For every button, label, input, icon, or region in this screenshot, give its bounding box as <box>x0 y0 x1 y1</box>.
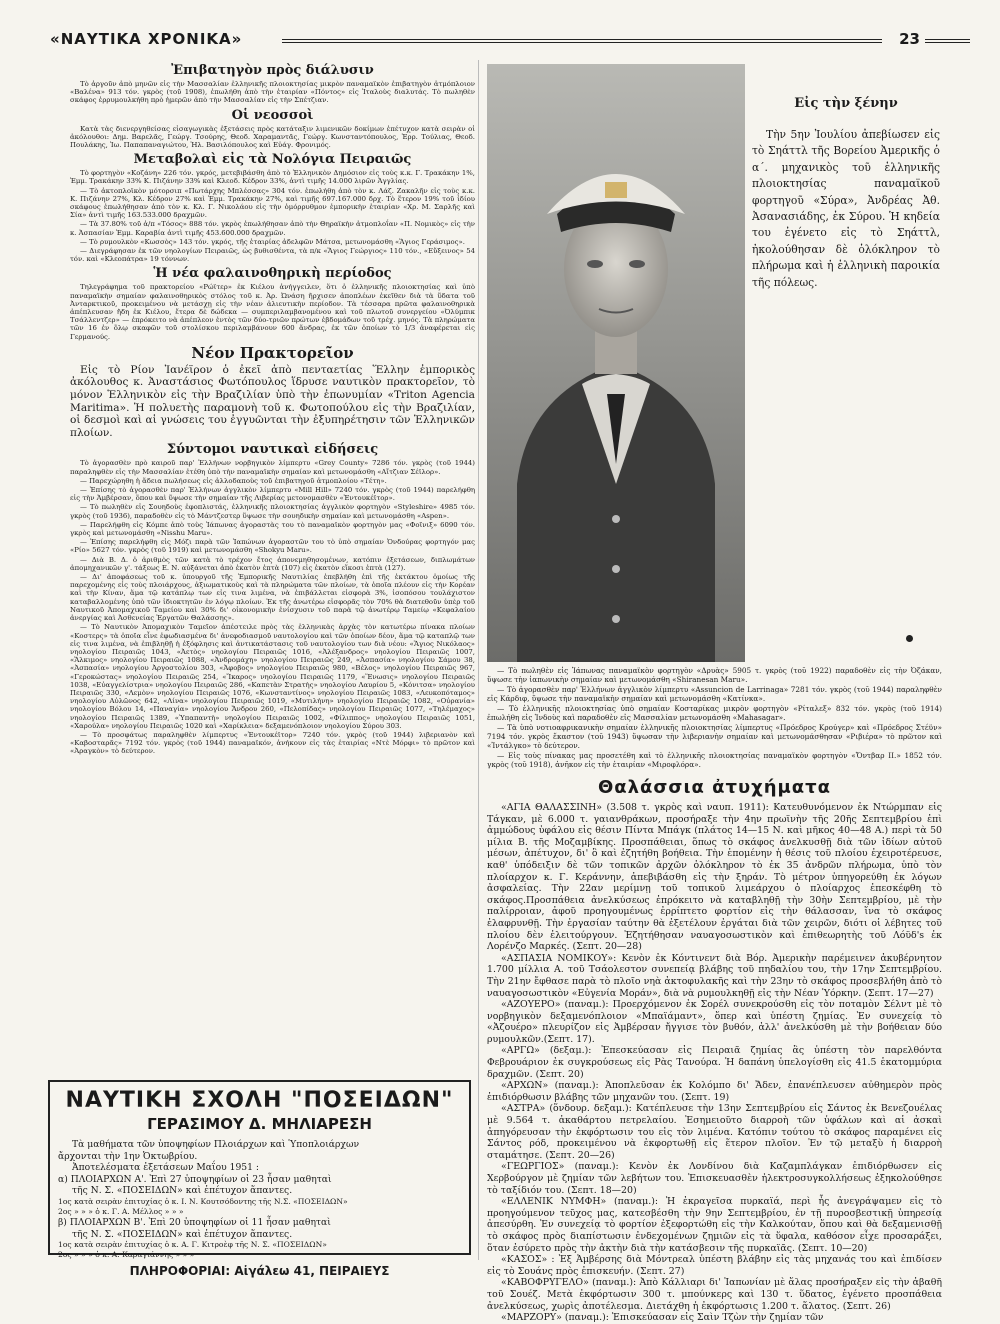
ad-line: ἄρχονται τὴν 1ην Ὀκτωβρίου. <box>58 1150 198 1162</box>
ad-line: 1ος κατὰ σειρὰν ἐπιτυχίας ὁ κ. Α. Γ. Κιτροὲφ τῆς Ν. Σ. «ΠΟΣΕΙΔΩΝ» <box>58 1240 327 1250</box>
section-paragraph: — Τὸ ρυμουλκὸν «Κωσσὸς» 143 τόν. γκρός, τῆς ἑταιρίας ἀδελφῶν Μάτσα, μετωνομάσθη «Ἅγιος Γεράσιμος». <box>80 237 465 246</box>
left-column <box>70 60 475 1072</box>
ad-line: τῆς Ν. Σ. «ΠΟΣΕΙΔΩΝ» καὶ ἐπέτυχον ἅπαντες. <box>72 1228 293 1240</box>
section-paragraph: Τηλεγράφημα τοῦ πρακτορείου «Ρώϊτερ» ἐκ Κιέλου ἀνήγγειλεν, ὅτι ὁ ἑλληνικῆς πλοιοκτησίας καὶ ὑπὸ παναμαϊκὴν σημαίαν φαλαινοθηρικὸς στόλος τοῦ κ. Ἀρ. Ὠνάση ἤρχισεν ἀποπλέων ἐκεῖθεν διὰ τὰ ὕδατα τοῦ Ἀνταρκτικοῦ, προκειμένου νὰ μετάσχῃ εἰς τὴν νέαν ἁλιευτικὴν περίοδον. Τὰ τέσσαρα πρῶτα φαλαινοθηρικὰ ἀπέπλευσαν ἤδη ἐκ Κιέλου, ἕτερα δὲ δώδεκα — συμπεριλαμβανομένου καὶ τοῦ πλωτοῦ συνεργείου «Ὀλύμπικ Τσάλλεντζερ» — ἐπρόκειτο νὰ ἀπέπλεον ἐντὸς τῶν δύο-τριῶν πρώτων ἑβδομάδων τοῦ τρέχ. μηνός. Τὰ πληρώματα τῶν 16 ἐν ὅλῳ σκαφῶν τοῦ στολίσκου περιλαμβάνουν 600 ἄνδρας, ἐκ τῶν ὁποίων τὸ 1/3 ἀναφέρεται εἰς Γερμανούς. <box>70 283 475 341</box>
publication-title: «ΝΑΥΤΙΚΑ ΧΡΟΝΙΚΑ» <box>50 30 243 48</box>
ad-line: α) ΠΛΟΙΑΡΧΩΝ Α'. Ἐπὶ 27 ὑποψηφίων οἱ 23 ἦσαν μαθηταὶ <box>58 1173 332 1185</box>
section-title: Σύντομοι ναυτικαὶ εἰδήσεις <box>166 442 379 458</box>
accident-item: «ΑΡΧΩΝ» (παναμ.): Ἀποπλεῦσαν ἐκ Κολόμπο δι' Ἄδεν, ἐπανέπλευσεν αὐθημερὸν πρὸς ἐπιδιόρθωσιν βλάβης τῶν μηχανῶν του. (Σεπτ. 19) <box>487 1080 942 1103</box>
header-rule-left <box>282 39 882 43</box>
ad-line: 2ος » » » ὁ κ. Γ. Α. Μέλλος » » » <box>58 1206 184 1216</box>
portrait-photo <box>487 64 745 662</box>
ad-subtitle: ΓΕΡΑΣΙΜΟΥ Δ. ΜΗΛΙΑΡΕΣΗ <box>147 1115 372 1133</box>
accidents-list <box>487 802 942 1324</box>
section-title: Νέον Πρακτορεῖον <box>191 343 354 362</box>
news-paragraph: — Τὸ ἀγορασθὲν παρ' Ἑλλήνων ἀγγλικὸν λίμπερτυ «Assuncion de Larrinaga» 7281 τόν. γκρὸς (τοῦ 1944) παραληφθὲν εἰς Κάρδιφ, ὕψωσε τὴν παναμαϊκὴν σημαίαν καὶ μετωνομάσθη «Κατίνκα». <box>487 685 942 703</box>
accident-item: «ΓΕΩΡΓΙΟΣ» (παναμ.): Κενὸν ἐκ Λονδίνου διὰ Καζαμπλάγκαν ἐπιδιόρθωσεν εἰς Χερβούργον μὲ ζημίαν τῶν λεβήτων του. Ἐπισκευασθὲν ἠλεκτροσυγκολλήσεως ἐξηκολούθησε τὸ ταξίδιόν του. (Σεπτ. 18—20) <box>487 1161 942 1196</box>
section-paragraph: Τὸ φορτηγὸν «Κοζάνη» 226 τόν. γκρός, μετεβιβάσθη ἀπὸ τὸ Ἑλληνικὸν Δημόσιον εἰς τοὺς κ.κ. Γ. Τρακάκην 1%, Ἐμμ. Τρακάκην 33% Κ. Πιζάνην 33% καὶ Κλεοδ. Κέδρον 33%, ἀντὶ τιμῆς 14.000 λιρῶν Ἀγγλίας. <box>70 169 475 186</box>
section-paragraph: — Τὸ ἀκτοπλοϊκὸν μότορσιπ «Πωτάρχης Μπλέσσας» 304 τόν. ἐπωλήθη ἀπὸ τὸν κ. Λάζ. Ζακαλῆν εἰς τοὺς κ.κ. Κ. Πιζάνην 27%, Κλ. Κέδρον 27% καὶ Ἐμμ. Τρακάκην 27%, καὶ τιμῆς 697.167.000 δρχ. Τὸ ἕτερον 19% τοῦ ἰδίου σκάφους ἐπωλήθησαν ἀπὸ τὸν κ. Κλ. Γ. Νικολάου εἰς τὴν ὁμόρρυθμον ἐμπορικὴν ἑταιρίαν «Χρ. Μ. Σαρλῆς καὶ Σία» ἀντὶ τιμῆς 163.533.000 δραχμῶν. <box>70 186 475 220</box>
accident-item: «ΚΑΣΟΣ» : Ἐξ Ἀμβέρσης διὰ Μόντρεαλ ὑπέστη βλάβην εἰς τὰς μηχανάς του καὶ ἐπιδίσεν εἰς τὸ Σουάνς πρὸς ἐπισκευήν. (Σεπτ. 27) <box>487 1254 942 1277</box>
section-paragraph: — Παρεχώρηθη ἡ ἄδεια πωλήσεως εἰς ἀλλοδαποὺς τοῦ ἐπιβατηγοῦ ἀτμοπλοίου «Τέτη». <box>80 476 387 485</box>
section-paragraph: — Παρελήφθη εἰς Κόμπε ἀπὸ τοὺς Ἰάπωνας ἀγοραστὰς του τὸ παναμαϊκὸν φορτηγὸν μας «Φοῖνιξ» 6090 τόν. γκρὸς καὶ μετωνομάσθη «Nisshu Maru». <box>70 520 475 538</box>
ad-footer: ΠΛΗΡΟΦΟΡΙΑΙ: Αἰγάλεω 41, ΠΕΙΡΑΙΕΥΣ <box>129 1264 390 1279</box>
news-paragraph: — Τὸ ἑλληνικῆς πλοιοκτησίας ὑπὸ σημαίαν Κοσταρίκας μικρὸν φορτηγὸν «Ρίταλεξ» 832 τόν. γκρὸς (τοῦ 1914) ἐπωλήθη εἰς Ἰνδοὺς καὶ παραδοθὲν εἰς Μασσαλίαν μετωνομάσθη «Mahasagar». <box>487 704 942 722</box>
accident-item: «ΑΣΤΡΑ» (ὅνδουρ. δεξαμ.): Κατέπλευσε τὴν 13ην Σεπτεμβρίου εἰς Σάντος ἐκ Βενεζουέλας μὲ 9.564 τ. ἀκαθάρτου πετρελαίου. Ἐσημειοῦτο διαρροὴ τῶν ὑφάλων καὶ αἱ ἀσκαὶ ἀπηγόρευσαν τὴν ἐκφόρτωσιν του εἰς τὸν λιμένα. Κατόπιν τούτου τὸ σκάφος παραμένει εἰς Σάντος ρόδ, προκειμένου νὰ ἐκφορτωθῇ εἰς ἕτερον πλοῖον. Ἐν τῷ μεταξὺ ἡ διαρροὴ σταμάτησε. (Σεπτ. 20—26) <box>487 1103 942 1161</box>
section-paragraph: — Τὸ προσφάτως παραληφθὲν λίμπερτυς «Ἐντουκέϊτορ» 7240 τόν. γκρὸς (τοῦ 1944) λιβεριανὸν καὶ «Καβοσταρᾶς» 7192 τόν. γκρὸς (τοῦ 1944) παναμαϊκόν, ἀνήκουν εἰς τὰς ἑταιρίας «Ντὲ Μόρφι» τὸ πρῶτον καὶ «Ἀραγκὸν» τὸ δεύτερον. <box>70 730 475 756</box>
section-title: Ἐπιβατηγὸν πρὸς διάλυσιν <box>171 63 374 78</box>
accidents-title: Θαλάσσια ἀτυχήματα <box>597 777 831 798</box>
section-title: Μεταβολαὶ εἰς τὰ Νολόγια Πειραιῶς <box>133 152 412 168</box>
accident-item: «ΜΑΡΖΟΡΥ» (παναμ.): Ἐπισκεύασαν εἰς Σαὶν Τζὼν τὴν ζημίαν τῶν <box>501 1312 824 1324</box>
section-paragraph: Κατὰ τὰς διενεργηθείσας εἰσαγωγικὰς ἐξετάσεις πρὸς κατάταξιν λιμενικῶν δοκίμων ἐπέτυχον κατὰ σειρὰν οἱ ἀκόλουθοι: Δημ. Βαρελᾶς, Γεώργ. Τσούρης, Θεοδ. Χαραμαντᾶς, Γεώργ. Κωνσταντόπουλος, Ἑρρ. Τούλιας, Θεοδ. Πουλάκης, Ἰω. Παπαπαναγιώτου, Ἠλ. Βασιλόπουλος καὶ Εὐάγ. Φρονιμός. <box>70 124 475 150</box>
news-paragraph: — Εἰς τοὺς πίνακας μας προσετέθη καὶ τὸ ἑλληνικῆς πλοιοκτησίας παναμαϊκὸν φορτηγὸν «Ὄντβαρ ΙΙ.» 1852 τόν. γκρὸς (τοῦ 1918), ἀνῆκον εἰς τὴν ἑταιρίαν «Μιροφλόρα». <box>487 751 942 769</box>
header-rule-right <box>925 39 970 43</box>
right-lower-column <box>487 666 942 1324</box>
section-paragraph: — Διὰ Β. Δ. ὁ ἀριθμὸς τῶν κατὰ τὸ τρέχον ἔτος ἀπονεμηθησομένων, κατόπιν ἐξετάσεων, διπλωμάτων ἀπομηχανικῶν γ'. τάξεως Ε. Ν. αὐξάνεται ἀπὸ ἑκατὸν ἑπτὰ (107) εἰς ἑκατὸν εἴκοσι ἑπτὰ (127). <box>70 555 475 572</box>
accident-item: «ΑΖΟΥΕΡΟ» (παναμ.): Προερχόμενον ἐκ Σορέλ συνεκρούσθη εἰς τὸν ποταμὸν Σέλντ μὲ τὸ νορβηγικὸν δεξαμενόπλοιον «Μπαϊάμαντ», ὅπερ καὶ ὑπέστη ζημίας. Ἐν συνεχείᾳ τὸ «Ἀζουέρο» πλευρίζον εἰς Ἀμβέρσαν ἤγγισε τὸν βυθόν, ἀλλ' ἀνελκύσθη μὲ τὴν βοήθειαν δύο ρυμουλκῶν.(Σεπτ. 17). <box>487 999 942 1045</box>
section-paragraph: Εἰς τὸ Ρίον Ἰανέϊρον ὁ ἐκεῖ ἀπὸ πενταετίας Ἕλλην ἐμπορικὸς ἀκόλουθος κ. Ἀναστάσιος Φωτόπουλος ἵδρυσε ναυτικὸν πρακτορεῖον, τὸ μόνον Ἑλληνικὸν εἰς τὴν Βραζιλίαν ὑπὸ τὴν ἐπωνυμίαν «Triton Agencia Maritima». Ἡ πολυετὴς παραμονὴ τοῦ κ. Φωτοπούλου εἰς τὴν Βραζιλίαν, οἱ δεσμοὶ καὶ αἱ γνώσεις του ἐγγυῶνται τὴν ἐξυπηρέτησιν τῶν Ἑλληνικῶν πλοίων. <box>70 363 475 439</box>
section-paragraph: — Διεγράφησαν ἐκ τῶν νηολογίων Πειραιῶς, ὡς βυθισθέντα, τὰ π/κ «Ἅγιος Γεώργιος» 110 τόν., «Εὔξεινος» 54 τόν. καὶ «Κλεοπάτρα» 19 τόννων. <box>70 247 475 264</box>
section-paragraph: Τὸ ἀγορασθὲν πρὸ καιροῦ παρ' Ἑλλήνων νορβηγικὸν λίμπερτυ «Grey County» 7286 τόν. γκρὸς (τοῦ 1944) παραληφθὲν εἰς τὴν Μασσαλίαν ἐτέθη ὑπὸ τὴν παναμαϊκὴν σημαίαν καὶ μετωνομάσθη «Αἴτζιαν Σέϊλορ». <box>70 459 475 476</box>
section-paragraph: Τὸ ἀργοῦν ἀπὸ μηνῶν εἰς τὴν Μασσαλίαν ἑλληνικῆς πλοιοκτησίας μικρὸν παναμαϊκὸν ἐπιβατηγὸν ἀτμόπλοιον «Βαλένα» 913 τόν. γκρὸς (τοῦ 1908), ἐπωλήθη ἀπὸ τὴν ἑταιρίαν «Πόντος» εἰς Ἰταλοὺς διαλυτάς. Τὸ πωληθὲν σκάφος ἐρρυμουλκήθη πρὸ ἡμερῶν ἀπὸ τὴν Μασσαλίαν εἰς τὴν Σπέτζιαν. <box>70 80 475 105</box>
news-paragraph: — Τὸ πωληθὲν εἰς Ἰάπωνας παναμαϊκὸν φορτηγὸν «Δρυὰς» 5905 τ. γκρὸς (τοῦ 1922) παραδοθὲν εἰς τὴν Ὀζάκαν, ὕψωσε τὴν ἰαπωνικὴν σημαίαν καὶ μετωνομάσθη «Shiranesan Maru». <box>487 666 942 684</box>
news-paragraph: — Τὰ ὑπὸ νοτιοαφρικανικὴν σημαίαν ἑλληνικῆς πλοιοκτησίας λίμπερτυς «Πρόεδρος Κρούγερ» καὶ «Πρόεδρος Στέϋν» 7194 τόν. γκρὸς ἕκαστον (τοῦ 1943) ὕψωσαν τὴν λιβεριανὴν σημαίαν καὶ μετωνομάσθησαν «Ριβιέρα» τὸ πρῶτον καὶ «Ἰντάλγκο» τὸ δεύτερον. <box>487 723 942 750</box>
accident-item: «ΑΡΓΩ» (δεξαμ.): Ἐπεσκεύασαν εἰς Πειραιᾶ ζημίας ἃς ὑπέστη τὸν παρελθόντα Φεβρουάριον ἐκ συγκρούσεως εἰς Ρὰς Τανούρα. Ἡ δαπάνη ὑπελογίσθη εἰς 41.5 ἑκατομμύρια δραχμῶν. (Σεπτ. 20) <box>487 1045 942 1080</box>
ad-line: Ἀποτελέσματα ἐξετάσεων Μαΐου 1951 : <box>72 1162 259 1174</box>
obituary-box <box>752 64 940 662</box>
section-title: Οἱ νεοσσοὶ <box>231 107 314 123</box>
section-paragraph: — Ἐπίσης τὸ ἀγορασθὲν παρ' Ἑλλήνων ἀγγλικὸν λίμπερτυ «Mill Hill» 7240 τόν. γκρὸς (τοῦ 1944) παρελήφθη εἰς τὴν Ἀμβέρσαν, ὅπου καὶ ὕψωσε τὴν σημαίαν τῆς Λιβερίας μετονομασθὲν «Ἐντουκέϊτορ». <box>70 486 475 503</box>
ad-line: Τὰ μαθήματα τῶν ὑποψηφίων Πλοιάρχων καὶ Ὑποπλοιάρχων <box>72 1139 360 1150</box>
accident-item: «ΑΣΠΑΣΙΑ ΝΟΜΙΚΟΥ»: Κενὸν ἐκ Κόντινεντ διὰ Βόρ. Ἀμερικὴν παρέμεινεν ἀκυβέρνητον 1.700 μίλλια Α. τοῦ Τσάολεστον συνεπείᾳ βλάβης τοῦ πηδαλίου του, τὴν 17ην Σεπτεμβρίου. Τὴν 21ην ἔφθασε παρὰ τὸ πλοῖο νηὰ ἀκτοφυλακῆς καὶ τὴν 23ην τὸ σκάφος προσεβλήθη ἀπὸ τὸ ναυαγοσωστικὸν «Εὐγενία Μοράν», διὰ νὰ ρυμουλκηθῇ εἰς τὴν Νέαν Ὑόρκην. (Σεπτ. 17—27) <box>487 952 942 999</box>
accident-item: «ΕΛΛΕΝΙΚ ΝΥΜΦΗ» (παναμ.): Ἡ ἐκραγεῖσα πυρκαϊά, περὶ ἧς ἀνεγράψαμεν εἰς τὸ προηγούμενον τεῦχος μας, κατεσβέσθη τὴν 9ην Σεπτεμβρίου, ἐν τῇ πυροσβεστικῇ ὑπηρεσίᾳ ἀπεσύρθη. Ἐν συνεχείᾳ τὸ φορτίον ἐξεφορτώθη εἰς τὴν Καλκούταν, ὅπου καὶ θὰ δεξαμενισθῇ τὸ σκάφος πρὸς διαπίστωσιν ἐνδεχομένων ζημιῶν εἰς τὰ ὕφαλα, καθόσον εἶχε προσαράξει, ὅταν ἐσύρετο πρὸς τὴν ἀκτὴν διὰ τὴν κατάσβεσιν τῆς πυρκαϊᾶς. (Σεπτ. 10—20) <box>487 1196 942 1254</box>
obituary-title: Εἰς τὴν ξένην <box>794 96 898 111</box>
portrait-image <box>487 64 745 662</box>
page-header <box>50 30 970 54</box>
section-paragraph: — Δι' ἀποφάσεως τοῦ κ. ὑπουργοῦ τῆς Ἐμπορικῆς Ναυτιλίας ἐπεβλήθη ἐπὶ τῆς ἐκτάκτου ὁμοίως τῆς παρεχομένης εἰς τοὺς πλοιάρχους, ἀξιωματικοὺς καὶ τὰ πληρώματα τῶν πλοίων, τὰ ὁποῖα πλέουν εἰς τὴν Κορέαν καὶ τὴν Κίναν, ἅμα τῷ κατάπλῳ των εἰς τινα λιμένα, νὰ ἐπιβάλλεται εἰσφορὰ 3%, ἰσοπόσου τουλάχιστον καταβαλλομένης ὑπὸ τῶν ἰδιοκτητῶν ἐν λόγῳ πλοίων. Ἐκ τῆς ἀνωτέρω εἰσφορᾶς τὸν 70% θὰ διατεθοῦν ὑπὲρ τοῦ Ναυτικοῦ Ἀπομαχικοῦ Ταμείου καὶ 30% δι' οἰκονομικὴν ἐνίσχυσιν τοῦ παρὰ τῷ ἀνωτέρῳ Ταμείῳ «Κεφαλαίου ἀνεργίας καὶ Ἀσθενείας Ἐργατῶν Θαλάσσης». <box>70 573 475 623</box>
ad-line: 2ος » » » ὁ κ. Α. Καραγιάννης » » » <box>58 1250 195 1260</box>
column-divider <box>478 60 479 1260</box>
ad-line: τῆς Ν. Σ. «ΠΟΣΕΙΔΩΝ» καὶ ἐπέτυχον ἅπαντες. <box>72 1185 293 1197</box>
obituary-text: Τὴν 5ην Ἰουλίου ἀπεβίωσεν εἰς τὸ Σηάττλ τῆς Βορείου Ἀμερικῆς ὁ α΄. μηχανικὸς τοῦ ἑλληνικῆς πλοιοκτησίας παναμαϊκοῦ φορτηγοῦ «Σύρα», Ἀνδρέας Ἀθ. Ἀσανασιάδης, ἐκ Σύρου. Ἡ κηδεία του ἐγένετο εἰς τὸ Σηάττλ, ἠκολούθησαν δὲ ὁλόκληρον τὸ πλήρωμα καὶ ἡ ἑλληνικὴ παροικία τῆς πόλεως. <box>752 128 940 289</box>
section-title: Ἡ νέα φαλαινοθηρικὴ περίοδος <box>153 266 392 282</box>
page-number: 23 <box>899 30 920 48</box>
school-advertisement <box>48 1080 471 1279</box>
accident-item: «ΚΑΒΟΦΡΥΓΕΛΟ» (παναμ.): Ἀπὸ Κάλλιαρι δι' Ἰαπωνίαν μὲ ἅλας προσήραξεν εἰς τὴν ἀβαθῆ τοῦ Σουέζ. Μετὰ ἐκφόρτωσιν 300 τ. μπούνκερς καὶ 130 τ. ὕδατος, ἐγένετο προσπάθεια ἀνελκύσεως, χωρὶς ἀποτέλεσμα. Διετάχθη ἡ ἐκφόρτωσις 1.200 τ. ἅλατος. (Σεπτ. 26) <box>487 1277 942 1312</box>
ad-lines <box>58 1139 461 1260</box>
section-paragraph: — Τὸ Ναυτικὸν Ἀπομαχικὸν Ταμεῖον ἀπέστειλε πρὸς τὰς ἑλληνικὰς ἀρχὰς τὸν κατωτέρω πίνακα πλοίων «Κοστερς» τὰ ὁποῖα εἶνε ἐφωδιασμένα δι' ἀνεφοδιασμοῦ ναυτολογίου καὶ τῶν ὁποίων δέον, ἅμα τῷ καταπλῷ των εἰς τινα λιμένα, νὰ ἐπιβληθῇ ἡ ἐξόφλησις καὶ ἀντικατάστασις τοῦ ναυτολογίου των διὰ νέου: «Ἅγιος Νικόλαος» νηολογίου Πειραιῶς 1043, «Ἀετὸς» νηολογίου Πειραιῶς 1016, «Ἀλέξανδρος» νηολογίου Πειραιῶς 1007, «Ἄλκιμος» νηολογίου Πειραιῶς 1088, «Ἀνδρομάχη» νηολογίου Πειραιῶς 249, «Ἀσπασία» νηολογίου Σάμου 38, «Ἀσπασία» νηολογίου Ἀργοστολίου 303, «Ἀφοβος» νηολογίου Πειραιῶς 980, «Βέλος» νηολογίου Πειραιῶς 967, «Γεροκώστας» νηολογίου Πειραιῶς 254, «Ἴκαρος» νηολογίου Πειραιῶς 1179, «Ἕνωσις» νηολογίου Πειραιῶς 1038, «Εὐαγγελίστρια» νηολογίου Πειραιῶς 286, «Καπετὰν Στρατὴς» νηολογίου Λαυρίου 5, «Κόνιτσα» νηολογίου Πειραιῶς 330, «Λεμὸν» νηολογίου Πειραιῶς 1076, «Κωνσταντίνος» νηολογίου Πειραιῶς 1083, «Λευκοπόταμος» νηολογίου Αὐλῶνος 642, «Λίνα» νηολογίου Πειραιῶς 1019, «Μυτιλήνη» νηολογίου Πειραιῶς 1082, «Οὐρανία» νηολογίου Βόλου 14, «Παναγία» νηολογίου Ἄνδρου 260, «Πελοπίδας» νηολογίου Πειραιῶς 1077, «Τηλέμαχος» νηολογίου Πειραιῶς 1389, «Ὑπαπαντὴ» νηολογίου Πειραιῶς 1002, «Φίλιππος» νηολογίου Πειραιῶς 1051, «Χαρούλα» νηολογίου Πειραιῶς 1020 καὶ «Χαρίκλεια» δεξαμενόπλοιον νηολογίου Σύρου 303. <box>70 623 475 730</box>
ad-title: ΝΑΥΤΙΚΗ ΣΧΟΛΗ "ΠΟΣΕΙΔΩΝ" <box>65 1088 454 1113</box>
bullet-dot <box>906 635 913 642</box>
ad-line: 1ος κατὰ σειρὰν ἐπιτυχίας ὁ κ. Ι. Ν. Κουτσόδοντης τῆς Ν.Σ. «ΠΟΣΕΙΔΩΝ» <box>58 1196 348 1206</box>
accident-item: «ΑΓΙΑ ΘΑΛΑΣΣΙΝΗ» (3.508 τ. γκρὸς καὶ ναυπ. 1911): Κατευθυνόμενον ἐκ Ντώρμπαν εἰς Τάγκαν, μὲ 6.000 τ. γαιανθράκων, προσήραξε τὴν 4ην πρωϊνὴν τῆς 20ῆς Σεπτεμβρίου ἐπὶ ἀμμώδους ὑφάλου εἰς θέσιν Πίντα Μπάγκ (πλάτος 14—15 Ν. καὶ μῆκος 40—48 Α.) περὶ τὰ 50 μίλια Β. τῆς Μοζαμβίκης. Προσπάθειαι, ὅπως τὸ σκάφος ἀνελκυσθῇ διὰ τῶν ἰδίων αὐτοῦ μέσων, ἀπέτυχον, δι' ὃ καὶ ἐζητήθη βοήθεια. Τὴν ἑπομένην ἡ θέσις τοῦ πλοίου ἐχειροτέρευσε, καθ' ὑπόδειξιν δὲ τῶν τοπικῶν ἀρχῶν ὁλόκληρον τὸ ἐκ 35 ἀνδρῶν πλήρωμα, ὑπὸ τὸν πλοίαρχον κ. Γ. Κεράννην, ἀπεβιβάσθη εἰς τὴν ξηράν. Τὸ μέτρον ὑπηγορεύθη ἐκ λόγων ἀσφαλείας. Τὴν 22αν μερίμνῃ τοῦ τοπικοῦ λιμεάρχου ὁ πλοίαρχος ἐπεσκέφθη τὸ σκάφος.Προσπάθεια ἀνελκύσεως ἐπρόκειτο νὰ καταβληθῇ τὴν 30ὴν Σεπτεμβρίου, μὲ τὴν παλίρροιαν, ἀφοῦ προηγουμένως ἐρρίπτετο φορτίον εἰς τὴν θάλασσαν, ἵνα τὸ σκάφος ἐλαφρυνθῇ. Τὴν ἐργασίαν ταύτην θὰ ἐξετέλουν ἐργάται διὰ τῶν χειρῶν, διότι οἱ λέβητες τοῦ πλοίου δὲν ἐλειτούργουν. Ἐζητήθησαν ναυαγοσωστικὸν καὶ ἐπιθεωρητὴς τοῦ Λόϋδ's ἐκ Λορένζο Μαρκές. (Σεπτ. 20—28) <box>487 802 942 953</box>
ad-line: β) ΠΛΟΙΑΡΧΩΝ Β'. Ἐπὶ 20 ὑποψηφίων οἱ 11 ἦσαν μαθηταὶ <box>58 1216 331 1228</box>
section-paragraph: — Τὰ 37.80% τοῦ ἀ/π «Τόσος» 888 τόν. γκρὸς ἐπωλήθησαν ἀπὸ τὴν Θηραϊκὴν ἀτμοπλοΐαν «Π. Νομικὸς» εἰς τὴν κ. Ἀσπασίαν Ἐμμ. Καραβία ἀντὶ τιμῆς 453.600.000 δραχμῶν. <box>70 220 475 237</box>
section-paragraph: — Τὸ πωληθὲν εἰς Σουηδοὺς ἐφοπλιστάς, ἑλληνικῆς πλοιοκτησίας ἀγγλικὸν φορτηγὸν «Styleshire» 4985 τόν. γκρὸς (τοῦ 1936), παραδοθὲν εἰς τὸ Μάντζεστερ ὕψωσε τὴν σουηδικὴν σημαίαν καὶ μετωνομάσθη «Aspen». <box>70 503 475 520</box>
section-paragraph: — Ἐπίσης παρελήφθη εἰς Μόζι παρὰ τῶν Ἰαπώνων ἀγοραστῶν του τὸ ὑπὸ σημαίαν Ὁνδούρας φορτηγόν μας «Ρίο» 5627 τόν. γκρὸς (τοῦ 1919) καὶ μετωνομάσθη «Shokyu Maru». <box>70 538 475 555</box>
right-news-paras <box>487 666 942 769</box>
